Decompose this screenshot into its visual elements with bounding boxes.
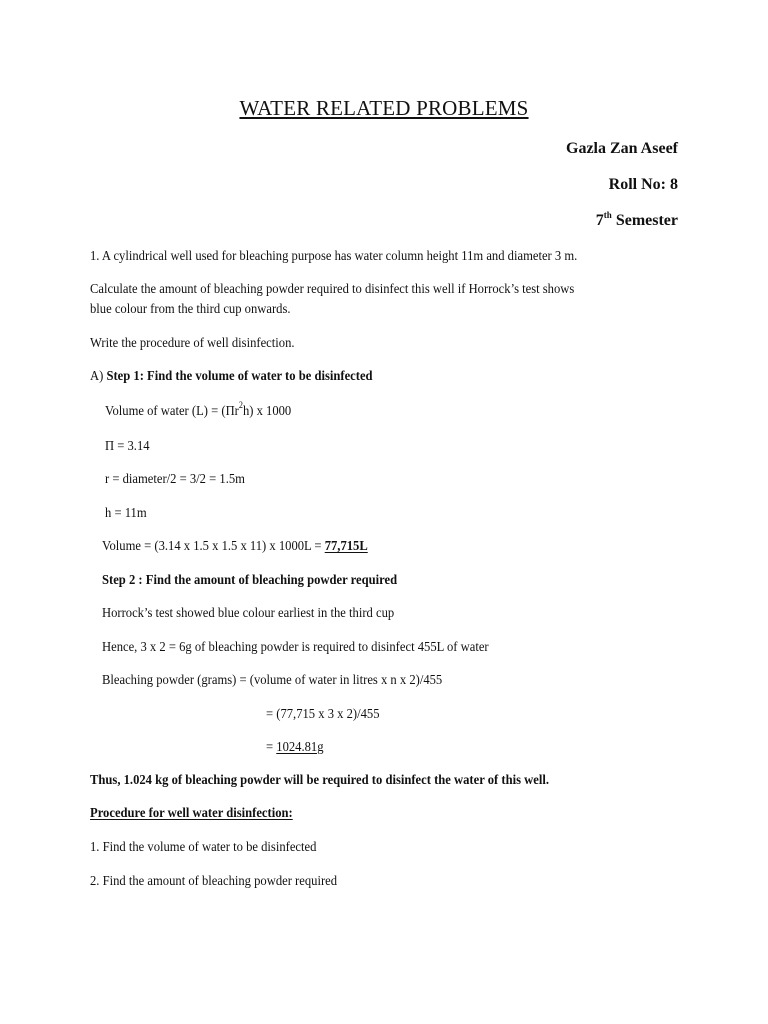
roll-number: Roll No: 8 (608, 176, 678, 193)
step1-heading (90, 369, 373, 385)
volume-formula-sup: 2 (238, 400, 243, 411)
question-line-3: Write the procedure of well disinfection. (90, 336, 295, 351)
step2-line-4: = (77,715 x 3 x 2)/455 (266, 707, 380, 722)
height-value: h = 11m (105, 506, 147, 521)
conclusion: Thus, 1.024 kg of bleaching powder will be required to disinfect the water of this well. (90, 773, 549, 788)
question-line-2a: Calculate the amount of bleaching powder required to disinfect this well if Horrock’s test shows (90, 282, 575, 297)
radius-value: r = diameter/2 = 3/2 = 1.5m (105, 472, 245, 487)
volume-formula (105, 400, 292, 420)
volume-calculation (102, 539, 368, 555)
step1-heading-text: Step 1: Find the volume of water to be disinfected (106, 369, 373, 384)
volume-formula-b: h) x 1000 (242, 404, 292, 419)
semester-label: Semester (611, 212, 678, 229)
step1-prefix: A) (90, 369, 107, 384)
procedure-item-2: 2. Find the amount of bleaching powder required (90, 874, 338, 889)
question-line-1: 1. A cylindrical well used for bleaching purpose has water column height 11m and diameter 3 m. (90, 249, 578, 264)
procedure-item-1: 1. Find the volume of water to be disinfected (90, 840, 317, 855)
volume-calculation-text: Volume = (3.14 x 1.5 x 1.5 x 11) x 1000L = (102, 539, 325, 554)
semester-number: 7 (595, 212, 604, 229)
author-name: Gazla Zan Aseef (566, 140, 678, 157)
semester-suffix: th (603, 209, 612, 220)
step2-heading: Step 2 : Find the amount of bleaching powder required (102, 573, 398, 588)
step2-line-3: Bleaching powder (grams) = (volume of water in litres x n x 2)/455 (102, 673, 443, 688)
step2-line-5 (266, 740, 324, 756)
question-line-2b: blue colour from the third cup onwards. (90, 302, 291, 317)
pi-value: Π = 3.14 (105, 439, 150, 454)
step2-line-5-prefix: = (266, 740, 277, 755)
step2-line-2: Hence, 3 x 2 = 6g of bleaching powder is required to disinfect 455L of water (102, 640, 489, 655)
step2-line-1: Horrock’s test showed blue colour earliest in the third cup (102, 606, 395, 621)
bleaching-result: 1024.81g (276, 740, 324, 755)
volume-result: 77,715L (324, 539, 368, 554)
procedure-heading: Procedure for well water disinfection: (90, 806, 293, 821)
volume-formula-a: Volume of water (L) = (Πr (105, 404, 239, 419)
document-title: WATER RELATED PROBLEMS (239, 96, 529, 120)
semester (595, 209, 678, 230)
